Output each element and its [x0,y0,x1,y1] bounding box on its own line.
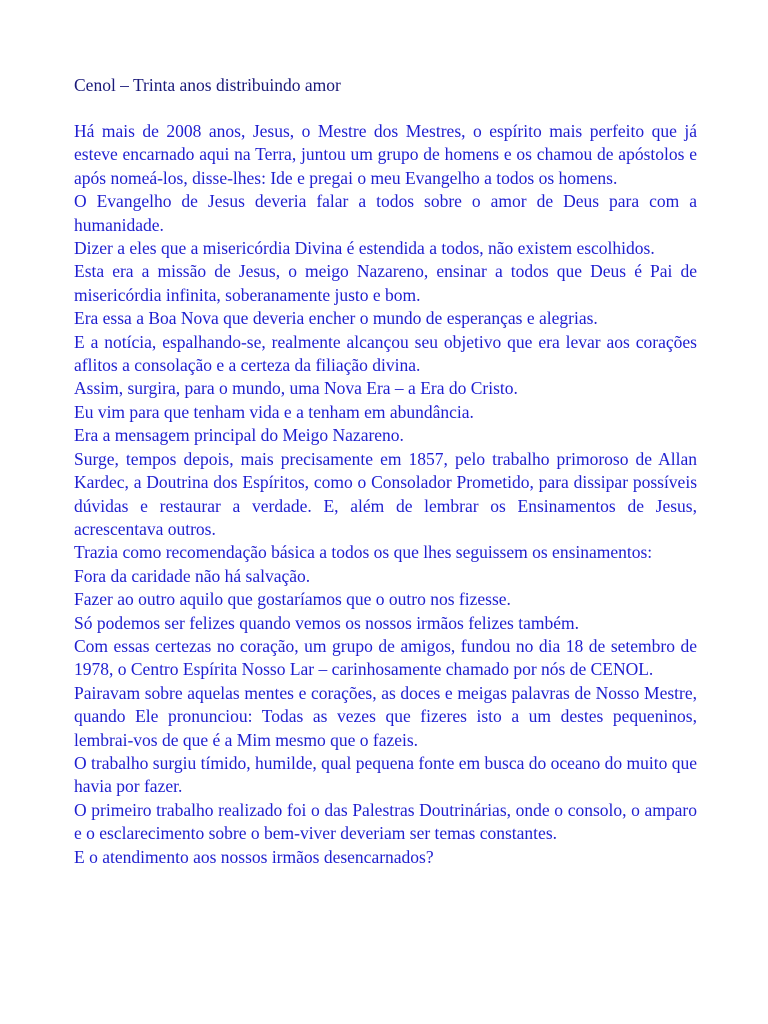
paragraph: Fora da caridade não há salvação. [74,565,311,586]
paragraph: O trabalho surgiu tímido, humilde, qual pequena fonte em busca do oceano do muito que havia por fazer. [74,752,697,797]
paragraph: Assim, surgira, para o mundo, uma Nova Era – a Era do Cristo. [74,378,518,399]
document-title: Cenol – Trinta anos distribuindo amor [74,75,341,95]
paragraph: O Evangelho de Jesus deveria falar a todos sobre o amor de Deus para com a humanidade. [74,191,697,235]
paragraph: Era a mensagem principal do Meigo Nazareno. [74,425,404,446]
paragraph: Pairavam sobre aquelas mentes e corações, as doces e meigas palavras de Nosso Mestre, quando Ele pronunciou: Todas as vezes que fizeres isto a um destes pequeninos, lembrai-vos de que é a Mim mesmo que o fazeis. [74,682,697,750]
paragraph: Era essa a Boa Nova que deveria encher o mundo de esperanças e alegrias. [74,308,598,329]
paragraph: Há mais de 2008 anos, Jesus, o Mestre dos Mestres, o espírito mais perfeito que já esteve encarnado aqui na Terra, juntou um grupo de homens e os chamou de apóstolos e após nomeá-los, disse-lhes: Ide e pregai o meu Evangelho a todos os homens. [74,121,697,188]
paragraph: E o atendimento aos nossos irmãos desencarnados? [74,846,434,867]
paragraph: E a notícia, espalhando-se, realmente alcançou seu objetivo que era levar aos corações aflitos a consolação e a certeza da filiação divina. [74,331,697,376]
paragraph: Eu vim para que tenham vida e a tenham em abundância. [74,401,474,422]
paragraph: O primeiro trabalho realizado foi o das Palestras Doutrinárias, onde o consolo, o amparo e o esclarecimento sobre o bem-viver deveriam ser temas constantes. [74,799,697,844]
paragraph: Trazia como recomendação básica a todos os que lhes seguissem os ensinamentos: [74,542,653,563]
paragraph: Fazer ao outro aquilo que gostaríamos que o outro nos fizesse. [74,589,511,610]
paragraph: Com essas certezas no coração, um grupo de amigos, fundou no dia 18 de setembro de 1978, o Centro Espírita Nosso Lar – carinhosamente chamado por nós de CENOL. [74,635,697,680]
paragraph: Só podemos ser felizes quando vemos os nossos irmãos felizes também. [74,612,579,633]
paragraph: Dizer a eles que a misericórdia Divina é estendida a todos, não existem escolhidos. [74,238,655,259]
paragraph: Surge, tempos depois, mais precisamente em 1857, pelo trabalho primoroso de Allan Kardec, a Doutrina dos Espíritos, como o Consolador Prometido, para dissipar possíveis dúvidas e restaurar a verdade. E, além de lembrar os Ensinamentos de Jesus, acrescentava outros. [74,448,697,539]
document-page [74,74,697,869]
paragraph: Esta era a missão de Jesus, o meigo Nazareno, ensinar a todos que Deus é Pai de misericórdia infinita, soberanamente justo e bom. [74,261,697,305]
